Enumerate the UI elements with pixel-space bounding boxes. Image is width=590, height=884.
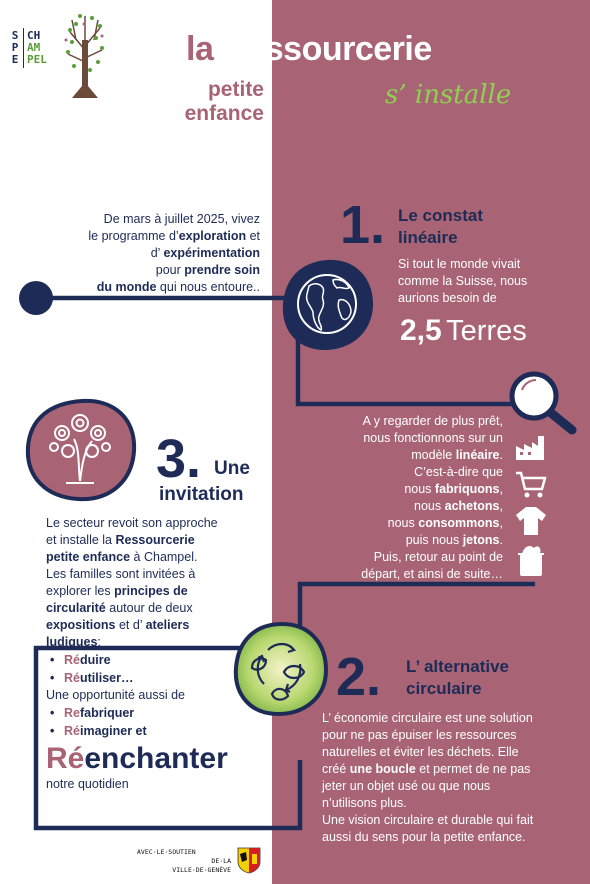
linear-line: A y regarder de plus prêt, <box>362 414 503 428</box>
intro-line: d’ expérimentation <box>150 246 260 260</box>
intro-line: De mars à juillet 2025, vivez <box>103 212 260 226</box>
section1-text-line: Si tout le monde vivait <box>398 257 521 271</box>
installe-script-text: s’ installe <box>385 80 512 110</box>
section1-number: 1. <box>340 195 386 255</box>
logo-letter: CH <box>27 29 41 42</box>
linear-line: nous fabriquons, <box>404 482 503 496</box>
earths-figure <box>400 314 527 348</box>
section1-text <box>398 256 527 307</box>
linear-line: C’est-à-dire que <box>414 465 503 479</box>
section2-heading-line2: circulaire <box>406 679 482 698</box>
section1-text-line: comme la Suisse, nous <box>398 274 528 288</box>
logo-letter: P <box>11 41 19 54</box>
section2-line: aussi du sens pour la petite enfance. <box>322 830 526 844</box>
logo-letter: AM <box>27 41 41 54</box>
section3-line: Une opportunité aussi de <box>46 688 185 702</box>
geneva-crest-icon <box>236 846 262 874</box>
section2-line: créé une boucle et permet de ne pas <box>322 762 531 776</box>
section2-line: naturelles et éviter les déchets. Elle <box>322 745 519 759</box>
logo-letter: S <box>11 29 19 42</box>
linear-line: modèle linéaire. <box>411 448 503 462</box>
list-item: • Réimaginer et <box>64 722 276 740</box>
intro-line: du monde qui nous entoure.. <box>96 280 260 294</box>
section3-line: ludiques: <box>46 635 101 649</box>
earth-icon <box>277 256 377 354</box>
title-la: la <box>186 30 214 68</box>
linear-model-text <box>300 413 503 583</box>
footer-line: AVEC·LE·SOUTIEN <box>137 848 196 856</box>
list-item: • Refabriquer <box>64 704 276 722</box>
section1-heading-line2: linéaire <box>398 228 458 247</box>
linear-line: départ, et ainsi de suite… <box>361 567 503 581</box>
intro-line: pour prendre soin <box>155 263 260 277</box>
linear-line: Puis, retour au point de <box>373 550 503 564</box>
section2-text <box>322 710 584 846</box>
trash-icon <box>514 542 548 578</box>
section3-line: et installe la Ressourcerie <box>46 533 195 547</box>
section3-line: Le secteur revoit son approche <box>46 516 218 530</box>
footer-sponsor-text <box>137 848 231 875</box>
section2-heading <box>406 656 509 700</box>
section3-heading-line2: invitation <box>159 484 244 505</box>
section3-heading-line1: Une <box>214 458 250 479</box>
clothing-icon <box>514 505 548 537</box>
section3-line: circularité autour de deux <box>46 601 193 615</box>
earths-number: 2,5 <box>400 314 442 347</box>
linear-line: nous achetons, <box>414 499 503 513</box>
logo-letter: PEL <box>27 53 47 66</box>
list-item: • Réutiliser… <box>64 669 276 687</box>
section3-line: explorer les principes de <box>46 584 188 598</box>
section2-number: 2. <box>336 647 382 707</box>
linear-line: puis nous jetons. <box>405 533 503 547</box>
section3-line: notre quotidien <box>46 777 129 791</box>
section3-line: expositions et d’ ateliers <box>46 618 190 632</box>
recycle-leaves-icon <box>230 620 330 718</box>
section2-line: L’ économie circulaire est une solution <box>322 711 533 725</box>
footer-line: DE·LA <box>211 857 231 865</box>
intro-paragraph <box>50 211 260 296</box>
title-ressourcerie: Ressourcerie <box>222 30 432 68</box>
section2-heading-line1: L’ alternative <box>406 657 509 676</box>
section2-line: pour ne pas épuiser les ressources <box>322 728 517 742</box>
linear-line: nous fonctionnons sur un <box>363 431 503 445</box>
factory-icon <box>514 434 548 462</box>
section3-line: petite enfance à Champel. <box>46 550 198 564</box>
cart-icon <box>514 470 548 500</box>
section1-heading <box>398 205 483 249</box>
section2-line: jeter un objet usé ou que nous <box>322 779 491 793</box>
subtitle-petite: petite <box>207 78 264 101</box>
section2-line: n’utilisons plus. <box>322 796 407 810</box>
footer-line: VILLE·DE·GENÈVE <box>172 866 231 874</box>
spiral-tree-icon <box>22 395 140 505</box>
linear-line: nous consommons, <box>387 516 503 530</box>
list-item: • Réduire <box>64 651 276 669</box>
section3-number: 3. <box>156 429 202 489</box>
section3-line: Les familles sont invitées à <box>46 567 196 581</box>
reenchanter-word: Réenchanter <box>46 742 228 775</box>
magnifier-icon <box>500 366 586 438</box>
section1-heading-line1: Le constat <box>398 206 484 225</box>
subtitle-enfance: enfance <box>184 102 264 125</box>
section1-text-line: aurions besoin de <box>398 291 497 305</box>
logo-letter: E <box>11 53 19 66</box>
intro-line: le programme d’exploration et <box>88 229 260 243</box>
section2-line: Une vision circulaire et durable qui fait <box>322 813 534 827</box>
earths-word: Terres <box>446 315 527 347</box>
